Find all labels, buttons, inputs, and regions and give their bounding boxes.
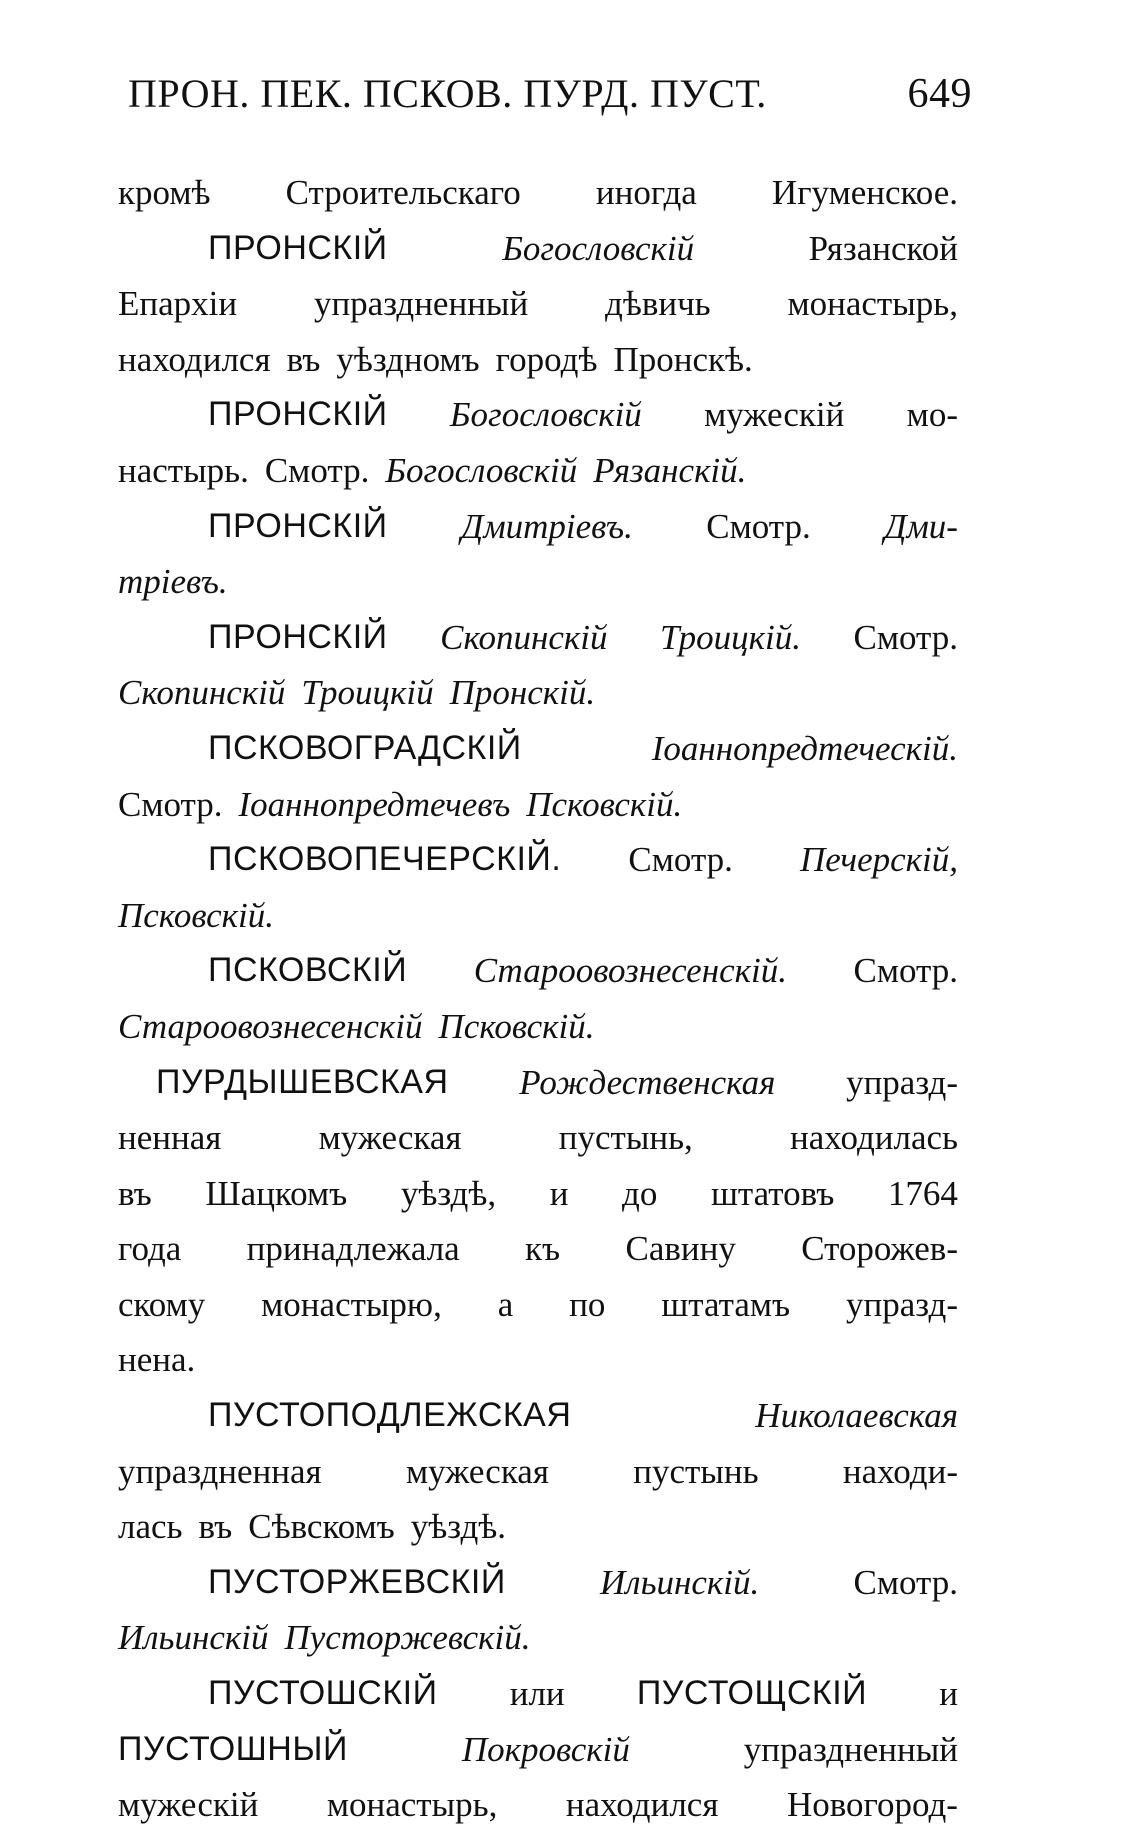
headword: ПУСТОЩСКІЙ — [636, 1674, 868, 1713]
text-line — [118, 1055, 958, 1111]
word: упраздненный — [313, 284, 529, 324]
italic-word: Дми- — [884, 506, 958, 546]
running-header — [128, 70, 972, 118]
word: упраздненная — [118, 1451, 322, 1491]
italic-word: Ильинскій — [118, 1618, 269, 1658]
word: находился — [118, 339, 271, 379]
italic-word: Скопинскій — [440, 617, 608, 657]
word: упразд- — [846, 1062, 958, 1102]
word: Смотр. — [628, 840, 733, 880]
word: мужеская — [318, 1118, 462, 1158]
italic-word: Богословскій — [502, 228, 695, 268]
word: или — [509, 1674, 565, 1714]
text-line — [118, 1444, 958, 1500]
word: Смотр. — [264, 450, 370, 490]
headword: ПУСТОШСКІЙ — [208, 1674, 438, 1713]
word: въ — [198, 1507, 233, 1547]
word: находи- — [842, 1451, 958, 1491]
headword: ПРОНСКІЙ — [208, 228, 388, 267]
word: Игуменское. — [771, 173, 958, 212]
italic-word: Іоаннопредтеческій. — [651, 728, 958, 768]
text-line — [118, 1221, 958, 1277]
word: и — [939, 1674, 958, 1714]
word: мужеская — [405, 1451, 549, 1491]
word: пустынь — [633, 1451, 759, 1491]
italic-word: Дмитріевъ. — [461, 506, 633, 546]
headword: ПУСТОРЖЕВСКІЙ — [208, 1562, 506, 1601]
word: Смотр. — [853, 617, 958, 657]
italic-word: Богословскій — [385, 450, 578, 490]
text-line — [118, 1332, 958, 1388]
italic-word: Скопинскій — [118, 673, 286, 713]
headword: ПРОНСКІЙ — [208, 617, 388, 656]
word: Савину — [625, 1229, 736, 1269]
text-line — [118, 387, 958, 443]
text-line — [118, 499, 958, 555]
word: Епархіи — [118, 284, 238, 324]
word: въ — [286, 339, 321, 379]
word: Новогород- — [786, 1785, 958, 1825]
word: монастырь, — [326, 1785, 498, 1825]
italic-word: Печерскій, — [800, 840, 958, 880]
text-line — [118, 1777, 958, 1833]
text-line — [118, 999, 958, 1055]
word: къ — [525, 1229, 561, 1269]
word: штатамъ — [661, 1284, 791, 1324]
running-title: ПРОН. ПЕК. ПСКОВ. ПУРД. ПУСТ. — [128, 71, 767, 116]
italic-word: Пронскій. — [449, 673, 596, 713]
word: пустынь, — [558, 1118, 693, 1158]
word: Смотр. — [853, 951, 958, 991]
italic-word: Староовознесенскій — [118, 1006, 423, 1046]
text-line — [118, 443, 958, 499]
headword: ПСКОВОГРАДСКІЙ — [208, 728, 522, 767]
headword: ПУСТОШНЫЙ — [118, 1729, 348, 1768]
word: принадлежала — [246, 1229, 460, 1269]
word: нена. — [118, 1340, 196, 1380]
word: упраздненный — [743, 1729, 958, 1769]
word: 1764 — [887, 1173, 958, 1213]
word: ненная — [118, 1118, 222, 1158]
text-line — [118, 665, 958, 721]
word: кромѣ — [118, 173, 211, 212]
italic-word: Покровскій — [461, 1729, 630, 1769]
text-line — [118, 554, 958, 610]
text-line — [118, 888, 958, 944]
word: по — [569, 1284, 606, 1324]
text-line — [118, 1388, 958, 1444]
italic-word: Троицкій. — [660, 617, 801, 657]
text-line — [118, 832, 958, 888]
text-line — [118, 1722, 958, 1778]
text-line — [118, 276, 958, 332]
italic-word: Псковскій. — [438, 1006, 595, 1046]
italic-word: Рязанскій. — [593, 450, 747, 490]
word: Смотр. — [706, 506, 811, 546]
text-line — [118, 1666, 958, 1722]
italic-word: Псковскій. — [526, 784, 683, 824]
word: въ — [118, 1173, 152, 1213]
word: мужескій — [704, 395, 845, 435]
italic-word: Николаевская — [755, 1396, 958, 1436]
word: монастырь, — [787, 284, 958, 324]
headword: ПУСТОПОДЛЕЖСКАЯ — [208, 1396, 572, 1435]
italic-word: тріевъ. — [118, 562, 228, 602]
text-line — [118, 1166, 958, 1222]
text-line — [118, 165, 958, 221]
text-line — [118, 1110, 958, 1166]
italic-word: Псковскій. — [118, 895, 274, 935]
text-line — [118, 1610, 958, 1666]
word: Сторожев- — [801, 1229, 958, 1269]
text-line — [118, 1499, 958, 1555]
word: иногда — [595, 173, 697, 212]
word: Рязанской — [808, 228, 958, 268]
italic-word: Рождественская — [519, 1062, 776, 1102]
word: Смотр. — [118, 784, 223, 824]
word: городѣ — [495, 339, 598, 379]
italic-word: Ильинскій. — [600, 1562, 760, 1602]
text-line — [118, 721, 958, 777]
word: штатовъ — [710, 1173, 835, 1213]
word: мужескій — [118, 1785, 259, 1825]
text-line — [118, 1277, 958, 1333]
word: до — [622, 1173, 658, 1213]
word: находилась — [790, 1118, 958, 1158]
italic-word: Пусторжевскій. — [284, 1618, 531, 1658]
word: мо- — [906, 395, 958, 435]
italic-word: Староовознесенскій. — [473, 951, 787, 991]
word: а — [497, 1284, 514, 1324]
page-number: 649 — [907, 71, 972, 117]
italic-word: Богословскій — [449, 395, 642, 435]
word: Строительскаго — [285, 173, 521, 212]
text-line — [118, 943, 958, 999]
headword: ПСКОВСКІЙ — [208, 951, 408, 990]
word: упразд- — [846, 1284, 958, 1324]
word: уѣздномъ — [336, 339, 480, 379]
word: дѣвичь — [605, 284, 711, 324]
text-line — [118, 777, 958, 833]
word: года — [118, 1229, 182, 1269]
word: скому — [118, 1284, 206, 1324]
text-line — [118, 221, 958, 277]
word: уѣздѣ, — [400, 1173, 497, 1213]
word: Сѣвскомъ — [248, 1507, 395, 1547]
headword: ПРОНСКІЙ — [208, 506, 388, 545]
word: Пронскѣ. — [613, 339, 753, 379]
word: лась — [118, 1507, 183, 1547]
headword: ПСКОВОПЕЧЕРСКІЙ. — [208, 840, 562, 879]
word: Шацкомъ — [205, 1173, 348, 1213]
word: монастырю, — [261, 1284, 442, 1324]
word: уѣздѣ. — [410, 1507, 507, 1547]
italic-word: Троицкій — [301, 673, 434, 713]
headword: ПРОНСКІЙ — [208, 395, 388, 434]
text-line — [118, 610, 958, 666]
word: находился — [565, 1785, 719, 1825]
word: настырь. — [118, 450, 249, 490]
italic-word: Іоаннопредтечевъ — [238, 784, 511, 824]
word: и — [549, 1173, 569, 1213]
text-line — [118, 332, 958, 388]
headword: ПУРДЫШЕВСКАЯ — [156, 1062, 449, 1101]
text-line — [118, 1555, 958, 1611]
page-body-text — [118, 165, 958, 1833]
word: Смотр. — [853, 1562, 958, 1602]
